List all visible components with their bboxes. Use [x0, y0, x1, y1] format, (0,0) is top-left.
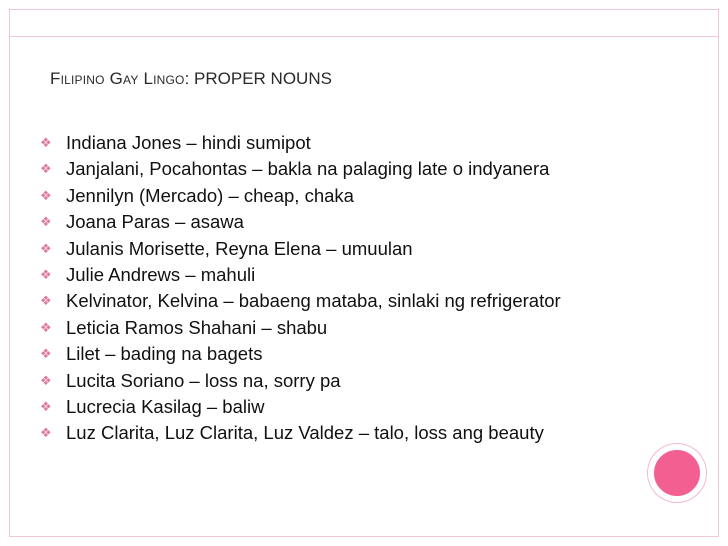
list-item — [40, 315, 660, 341]
list-item-text: Janjalani, Pocahontas – bakla na palaging late o indyanera — [66, 158, 550, 180]
diamond-bullet-icon: ❖ — [40, 372, 52, 388]
decorative-circle — [648, 444, 706, 502]
diamond-bullet-icon: ❖ — [40, 293, 52, 309]
list-item-text: Lilet – bading na bagets — [66, 343, 263, 365]
top-divider — [9, 36, 719, 37]
bullet-list — [40, 130, 660, 447]
diamond-bullet-icon: ❖ — [40, 161, 52, 177]
list-item — [40, 209, 660, 235]
diamond-bullet-icon: ❖ — [40, 187, 52, 203]
slide-title — [50, 69, 650, 89]
diamond-bullet-icon: ❖ — [40, 266, 52, 282]
title-smallcaps: Filipino Gay Lingo — [50, 69, 185, 88]
list-item-text: Kelvinator, Kelvina – babaeng mataba, sinlaki ng refrigerator — [66, 290, 561, 312]
list-item-text: Lucita Soriano – loss na, sorry pa — [66, 369, 341, 391]
list-item — [40, 341, 660, 367]
list-item-text: Leticia Ramos Shahani – shabu — [66, 316, 328, 338]
diamond-bullet-icon: ❖ — [40, 346, 52, 362]
list-item — [40, 368, 660, 394]
list-item-text: Joana Paras – asawa — [66, 211, 244, 233]
list-item — [40, 394, 660, 420]
list-item-text: Jennilyn (Mercado) – cheap, chaka — [66, 184, 354, 206]
diamond-bullet-icon: ❖ — [40, 240, 52, 256]
diamond-bullet-icon: ❖ — [40, 425, 52, 441]
list-item-text: Luz Clarita, Luz Clarita, Luz Valdez – talo, loss ang beauty — [66, 422, 544, 444]
list-item — [40, 262, 660, 288]
title-suffix: : PROPER NOUNS — [184, 69, 332, 88]
list-item — [40, 130, 660, 156]
list-item — [40, 288, 660, 314]
list-item — [40, 156, 660, 182]
list-item-text: Julie Andrews – mahuli — [66, 263, 256, 285]
diamond-bullet-icon: ❖ — [40, 135, 52, 150]
list-item-text: Indiana Jones – hindi sumipot — [66, 132, 311, 153]
list-item — [40, 236, 660, 262]
list-item-text: Julanis Morisette, Reyna Elena – umuulan — [66, 237, 413, 259]
list-item — [40, 420, 660, 446]
list-item-text: Lucrecia Kasilag – baliw — [66, 395, 265, 417]
diamond-bullet-icon: ❖ — [40, 398, 52, 414]
diamond-bullet-icon: ❖ — [40, 319, 52, 335]
list-item — [40, 183, 660, 209]
diamond-bullet-icon: ❖ — [40, 214, 52, 230]
